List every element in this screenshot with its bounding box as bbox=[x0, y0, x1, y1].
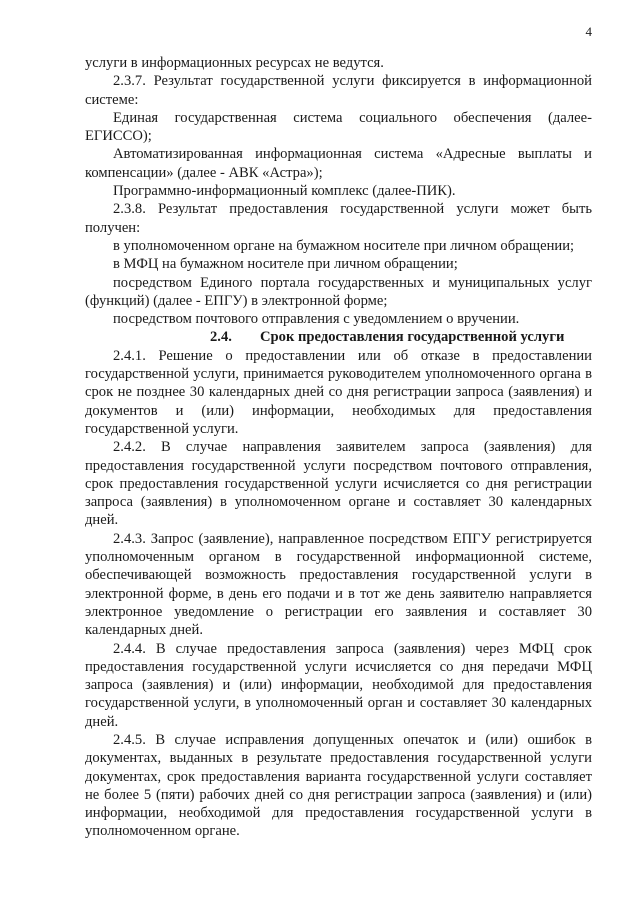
paragraph: услуги в информационных ресурсах не ведутся. bbox=[85, 55, 384, 71]
page-number: 4 bbox=[585, 24, 592, 39]
paragraph: 2.4.2. В случае направления заявителем запроса (заявления) для предоставления государственной услуги посредством почтового отправления, срок предоставления государственной услуги исчисляется со дня регистрации запроса (заявления) в уполномоченном органе и составляет 30 календарных дней. bbox=[85, 439, 592, 529]
paragraph: 2.4.4. В случае предоставления запроса (заявления) через МФЦ срок предоставления государственной услуги исчисляется со дня передачи МФЦ запроса (заявления) и (или) информации, необходимой для предоставления государственной услуги, в уполномоченный орган и составляет 30 календарных дней. bbox=[85, 640, 592, 730]
section-number: 2.4. bbox=[210, 329, 232, 346]
paragraph: 2.4.5. В случае исправления допущенных опечаток и (или) ошибок в документах, выданных в результате предоставления государственной услуги документах, срок предоставления варианта государственной услуги составляет не более 5 (пяти) рабочих дней со дня регистрации запроса (заявления) и (или) информации, необходимой для предоставления государственной услуги в уполномоченном органе. bbox=[85, 731, 592, 840]
paragraph: 2.4.1. Решение о предоставлении или об отказе в предоставлении государственной услуги, принимается руководителем уполномоченного органа в срок не позднее 30 календарных дней со дня регистрации запроса (заявления) и документов и (или) информации, необходимых для предоставления государственной услуги. bbox=[85, 347, 592, 437]
paragraph: Автоматизированная информационная система «Адресные выплаты и компенсации» (далее - АВК «Астра»); bbox=[85, 146, 592, 181]
section-heading bbox=[85, 328, 592, 346]
paragraph: посредством Единого портала государственных и муниципальных услуг (функций) (далее - ЕПГУ) в электронной форме; bbox=[85, 274, 592, 309]
paragraph: в МФЦ на бумажном носителе при личном обращении; bbox=[113, 256, 458, 273]
paragraph: Программно-информационный комплекс (далее-ПИК). bbox=[113, 183, 456, 200]
paragraph: посредством почтового отправления с уведомлением о вручении. bbox=[113, 311, 520, 328]
section-title: Срок предоставления государственной услуги bbox=[260, 329, 565, 346]
paragraph: 2.3.7. Результат государственной услуги фиксируется в информационной системе: bbox=[85, 73, 592, 108]
paragraph: 2.3.8. Результат предоставления государственной услуги может быть получен: bbox=[85, 201, 592, 236]
paragraph: Единая государственная система социального обеспечения (далее-ЕГИССО); bbox=[85, 109, 592, 145]
paragraph: в уполномоченном органе на бумажном носителе при личном обращении; bbox=[113, 237, 575, 254]
paragraph: 2.4.3. Запрос (заявление), направленное посредством ЕПГУ регистрируется уполномоченным органом в государственной информационной системе, обеспечивающей возможность предоставления государственной услуги в электронной форме, в день его подачи и в тот же день заявителю направляется электронное уведомление о регистрации его заявления и составляет 30 календарных дней. bbox=[85, 530, 592, 639]
document-body bbox=[85, 54, 592, 841]
